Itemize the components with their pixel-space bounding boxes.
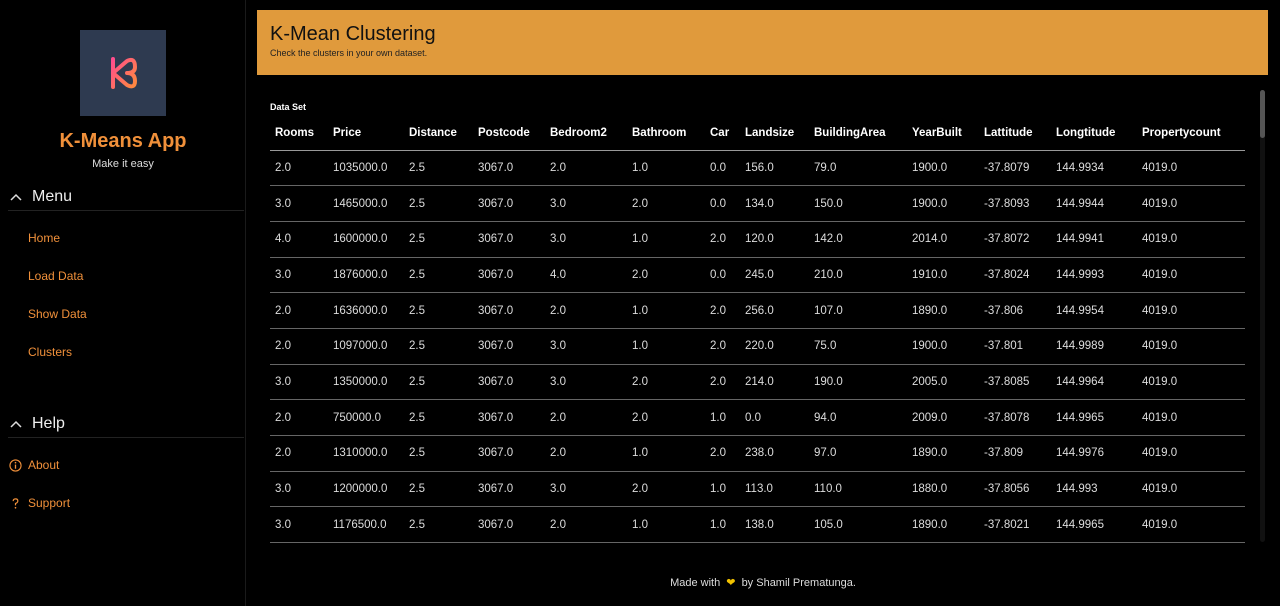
table-cell: 1.0 [705, 507, 740, 543]
table-cell: 144.9965 [1051, 507, 1137, 543]
table-cell: 3.0 [545, 221, 627, 257]
table-cell: 3.0 [545, 364, 627, 400]
table-cell: 1900.0 [907, 186, 979, 222]
table-cell: 2.0 [627, 471, 705, 507]
column-header[interactable]: Price [328, 116, 404, 150]
table-cell: 142.0 [809, 221, 907, 257]
column-header[interactable]: YearBuilt [907, 116, 979, 150]
table-cell: 144.9989 [1051, 328, 1137, 364]
table-cell: 1.0 [627, 328, 705, 364]
page-header [257, 10, 1268, 75]
table-cell: 2.5 [404, 400, 473, 436]
table-cell: 210.0 [809, 257, 907, 293]
table-cell: -37.8021 [979, 507, 1051, 543]
table-cell: 4019.0 [1137, 150, 1245, 186]
question-icon [8, 496, 22, 510]
table-cell: 150.0 [809, 186, 907, 222]
table-cell: 750000.0 [328, 400, 404, 436]
table-cell: 4019.0 [1137, 257, 1245, 293]
table-row [270, 400, 1245, 436]
table-cell: 2.5 [404, 471, 473, 507]
table-cell: 3.0 [270, 186, 328, 222]
info-icon [8, 458, 22, 472]
table-row [270, 186, 1245, 222]
table-cell: 110.0 [809, 471, 907, 507]
table-cell: 97.0 [809, 436, 907, 472]
table-cell: -37.801 [979, 328, 1051, 364]
table-cell: 4019.0 [1137, 400, 1245, 436]
table-cell: 156.0 [740, 150, 809, 186]
table-cell: 4019.0 [1137, 328, 1245, 364]
table-cell: 2.5 [404, 150, 473, 186]
table-cell: 1.0 [627, 507, 705, 543]
column-header[interactable]: Distance [404, 116, 473, 150]
table-cell: 4019.0 [1137, 293, 1245, 329]
page-title: K-Mean Clustering [270, 23, 436, 45]
table-cell: 4.0 [545, 257, 627, 293]
table-cell: 2.0 [627, 364, 705, 400]
table-cell: 214.0 [740, 364, 809, 400]
sidebar-item-clusters[interactable] [8, 339, 238, 365]
table-cell: 1880.0 [907, 471, 979, 507]
table-cell: 0.0 [705, 257, 740, 293]
table-cell: 3067.0 [473, 257, 545, 293]
table-cell: 2.0 [627, 257, 705, 293]
table-cell: 2.0 [270, 436, 328, 472]
table-cell: 3067.0 [473, 471, 545, 507]
table-cell: 2.0 [705, 364, 740, 400]
sidebar-item-home[interactable] [8, 225, 238, 251]
table-cell: -37.8093 [979, 186, 1051, 222]
table-cell: 238.0 [740, 436, 809, 472]
sidebar-item-about[interactable] [8, 452, 238, 478]
table-cell: 2014.0 [907, 221, 979, 257]
table-scrollbar[interactable] [1260, 90, 1265, 542]
sidebar-item-support[interactable] [8, 490, 238, 516]
table-cell: 4.0 [270, 221, 328, 257]
table-row [270, 257, 1245, 293]
table-cell: -37.8072 [979, 221, 1051, 257]
table-cell: 1035000.0 [328, 150, 404, 186]
table-cell: 2.0 [545, 436, 627, 472]
table-cell: 4019.0 [1137, 221, 1245, 257]
table-cell: 3067.0 [473, 400, 545, 436]
table-cell: 3.0 [270, 471, 328, 507]
table-cell: 144.993 [1051, 471, 1137, 507]
table-row [270, 364, 1245, 400]
app-title: K-Means App [59, 130, 187, 152]
table-cell: 3.0 [545, 328, 627, 364]
table-cell: -37.8078 [979, 400, 1051, 436]
table-cell: 1.0 [627, 293, 705, 329]
table-cell: 1097000.0 [328, 328, 404, 364]
table-cell: 2.0 [627, 400, 705, 436]
app-logo [80, 30, 166, 116]
table-cell: 3067.0 [473, 507, 545, 543]
footer-suffix: by Shamil Prematunga. [741, 577, 856, 589]
table-cell: 2.5 [404, 364, 473, 400]
table-cell: 3.0 [545, 471, 627, 507]
table-cell: 4019.0 [1137, 507, 1245, 543]
table-cell: -37.806 [979, 293, 1051, 329]
table-cell: 3067.0 [473, 328, 545, 364]
table-cell: 1.0 [627, 150, 705, 186]
table-cell: 3067.0 [473, 293, 545, 329]
help-section-toggle[interactable] [8, 410, 244, 438]
column-header[interactable]: Landsize [740, 116, 809, 150]
column-header[interactable]: Lattitude [979, 116, 1051, 150]
table-cell: 4019.0 [1137, 471, 1245, 507]
table-cell: 0.0 [705, 150, 740, 186]
table-cell: 134.0 [740, 186, 809, 222]
table-cell: 1900.0 [907, 150, 979, 186]
table-cell: 0.0 [705, 186, 740, 222]
table-cell: 2.5 [404, 328, 473, 364]
table-cell: 2.0 [705, 328, 740, 364]
table-cell: 2.0 [705, 293, 740, 329]
sidebar-item-show-data[interactable] [8, 301, 238, 327]
table-cell: 1600000.0 [328, 221, 404, 257]
column-header[interactable]: Bathroom [627, 116, 705, 150]
table-cell: 120.0 [740, 221, 809, 257]
table-body [270, 150, 1245, 543]
dataset-label: Data Set [270, 102, 307, 112]
sidebar-item-label: About [28, 458, 60, 472]
table-cell: 94.0 [809, 400, 907, 436]
table-cell: 1636000.0 [328, 293, 404, 329]
table-cell: 4019.0 [1137, 186, 1245, 222]
table-cell: 75.0 [809, 328, 907, 364]
column-header[interactable]: Car [705, 116, 740, 150]
table-cell: 1876000.0 [328, 257, 404, 293]
table-row [270, 507, 1245, 543]
table-cell: 1350000.0 [328, 364, 404, 400]
table-cell: 144.9944 [1051, 186, 1137, 222]
table-cell: 1200000.0 [328, 471, 404, 507]
table-cell: 2.0 [270, 150, 328, 186]
table-cell: 3.0 [270, 364, 328, 400]
column-header[interactable]: Postcode [473, 116, 545, 150]
table-cell: 2.5 [404, 221, 473, 257]
table-row [270, 471, 1245, 507]
table-cell: 3.0 [270, 257, 328, 293]
help-section-label: Help [32, 414, 65, 432]
table-cell: 256.0 [740, 293, 809, 329]
table-cell: 3.0 [545, 186, 627, 222]
table-cell: 1890.0 [907, 293, 979, 329]
dataset-panel [257, 88, 1268, 544]
table-cell: 2.0 [270, 400, 328, 436]
sidebar-item-label: Show Data [28, 307, 87, 321]
table-cell: 2.0 [705, 221, 740, 257]
table-cell: 3067.0 [473, 364, 545, 400]
table-row [270, 221, 1245, 257]
table-cell: 2.5 [404, 507, 473, 543]
table-cell: 144.9993 [1051, 257, 1137, 293]
table-cell: 3.0 [270, 507, 328, 543]
table-cell: 2.0 [270, 293, 328, 329]
page-subtitle: Check the clusters in your own dataset. [270, 48, 428, 58]
sidebar-item-label: Clusters [28, 345, 73, 359]
table-cell: 2.0 [545, 293, 627, 329]
table-cell: 144.9934 [1051, 150, 1137, 186]
table-cell: 107.0 [809, 293, 907, 329]
table-cell: 2.0 [545, 507, 627, 543]
table-row [270, 293, 1245, 329]
table-cell: 1310000.0 [328, 436, 404, 472]
sidebar-item-load-data[interactable] [8, 263, 238, 289]
table-cell: -37.809 [979, 436, 1051, 472]
table-cell: 144.9976 [1051, 436, 1137, 472]
table-cell: 1.0 [705, 471, 740, 507]
table-cell: 113.0 [740, 471, 809, 507]
chevron-up-icon [8, 189, 24, 205]
table-cell: 2.0 [270, 328, 328, 364]
menu-section-toggle[interactable] [8, 183, 244, 211]
chevron-up-icon [8, 416, 24, 432]
column-header[interactable]: Bedroom2 [545, 116, 627, 150]
table-cell: 190.0 [809, 364, 907, 400]
menu-section-label: Menu [32, 187, 73, 205]
table-cell: 4019.0 [1137, 364, 1245, 400]
table-cell: 1890.0 [907, 436, 979, 472]
table-row [270, 328, 1245, 364]
sidebar-item-label: Load Data [28, 269, 84, 283]
table-cell: 1465000.0 [328, 186, 404, 222]
table-cell: 3067.0 [473, 150, 545, 186]
table-cell: 1900.0 [907, 328, 979, 364]
table-header-row [270, 116, 1245, 150]
table-cell: 144.9965 [1051, 400, 1137, 436]
table-cell: 3067.0 [473, 221, 545, 257]
table-cell: 1910.0 [907, 257, 979, 293]
sidebar-item-label: Home [28, 231, 61, 245]
scrollbar-thumb[interactable] [1260, 90, 1265, 138]
table-cell: 144.9954 [1051, 293, 1137, 329]
data-table [270, 116, 1245, 543]
table-cell: -37.8085 [979, 364, 1051, 400]
table-cell: 2.5 [404, 186, 473, 222]
heart-icon: ❤ [726, 577, 736, 589]
table-cell: 4019.0 [1137, 436, 1245, 472]
table-cell: 144.9964 [1051, 364, 1137, 400]
footer-prefix: Made with [670, 577, 721, 589]
sidebar-item-label: Support [28, 496, 71, 510]
footer [246, 576, 1280, 589]
table-cell: 3067.0 [473, 186, 545, 222]
app-subtitle: Make it easy [92, 158, 154, 170]
table-cell: -37.8079 [979, 150, 1051, 186]
column-header[interactable]: Propertycount [1137, 116, 1245, 150]
column-header[interactable]: BuildingArea [809, 116, 907, 150]
table-cell: 1.0 [627, 436, 705, 472]
table-cell: 3067.0 [473, 436, 545, 472]
table-cell: 2.5 [404, 436, 473, 472]
table-cell: -37.8024 [979, 257, 1051, 293]
table-cell: 0.0 [740, 400, 809, 436]
table-cell: 1890.0 [907, 507, 979, 543]
table-row [270, 150, 1245, 186]
table-cell: 2009.0 [907, 400, 979, 436]
table-cell: 245.0 [740, 257, 809, 293]
table-cell: 144.9941 [1051, 221, 1137, 257]
table-cell: 2.0 [545, 400, 627, 436]
table-cell: 1.0 [705, 400, 740, 436]
table-cell: 2.0 [545, 150, 627, 186]
table-cell: 2.0 [627, 186, 705, 222]
table-cell: 105.0 [809, 507, 907, 543]
table-cell: 138.0 [740, 507, 809, 543]
table-cell: 1176500.0 [328, 507, 404, 543]
table-cell: 2.5 [404, 293, 473, 329]
table-cell: 1.0 [627, 221, 705, 257]
table-cell: 2005.0 [907, 364, 979, 400]
table-cell: 2.5 [404, 257, 473, 293]
table-cell: -37.8056 [979, 471, 1051, 507]
k-logo-icon [103, 53, 143, 93]
table-cell: 220.0 [740, 328, 809, 364]
table-cell: 79.0 [809, 150, 907, 186]
column-header[interactable]: Longtitude [1051, 116, 1137, 150]
sidebar [0, 0, 246, 606]
column-header[interactable]: Rooms [270, 116, 328, 150]
table-cell: 2.0 [705, 436, 740, 472]
table-row [270, 436, 1245, 472]
